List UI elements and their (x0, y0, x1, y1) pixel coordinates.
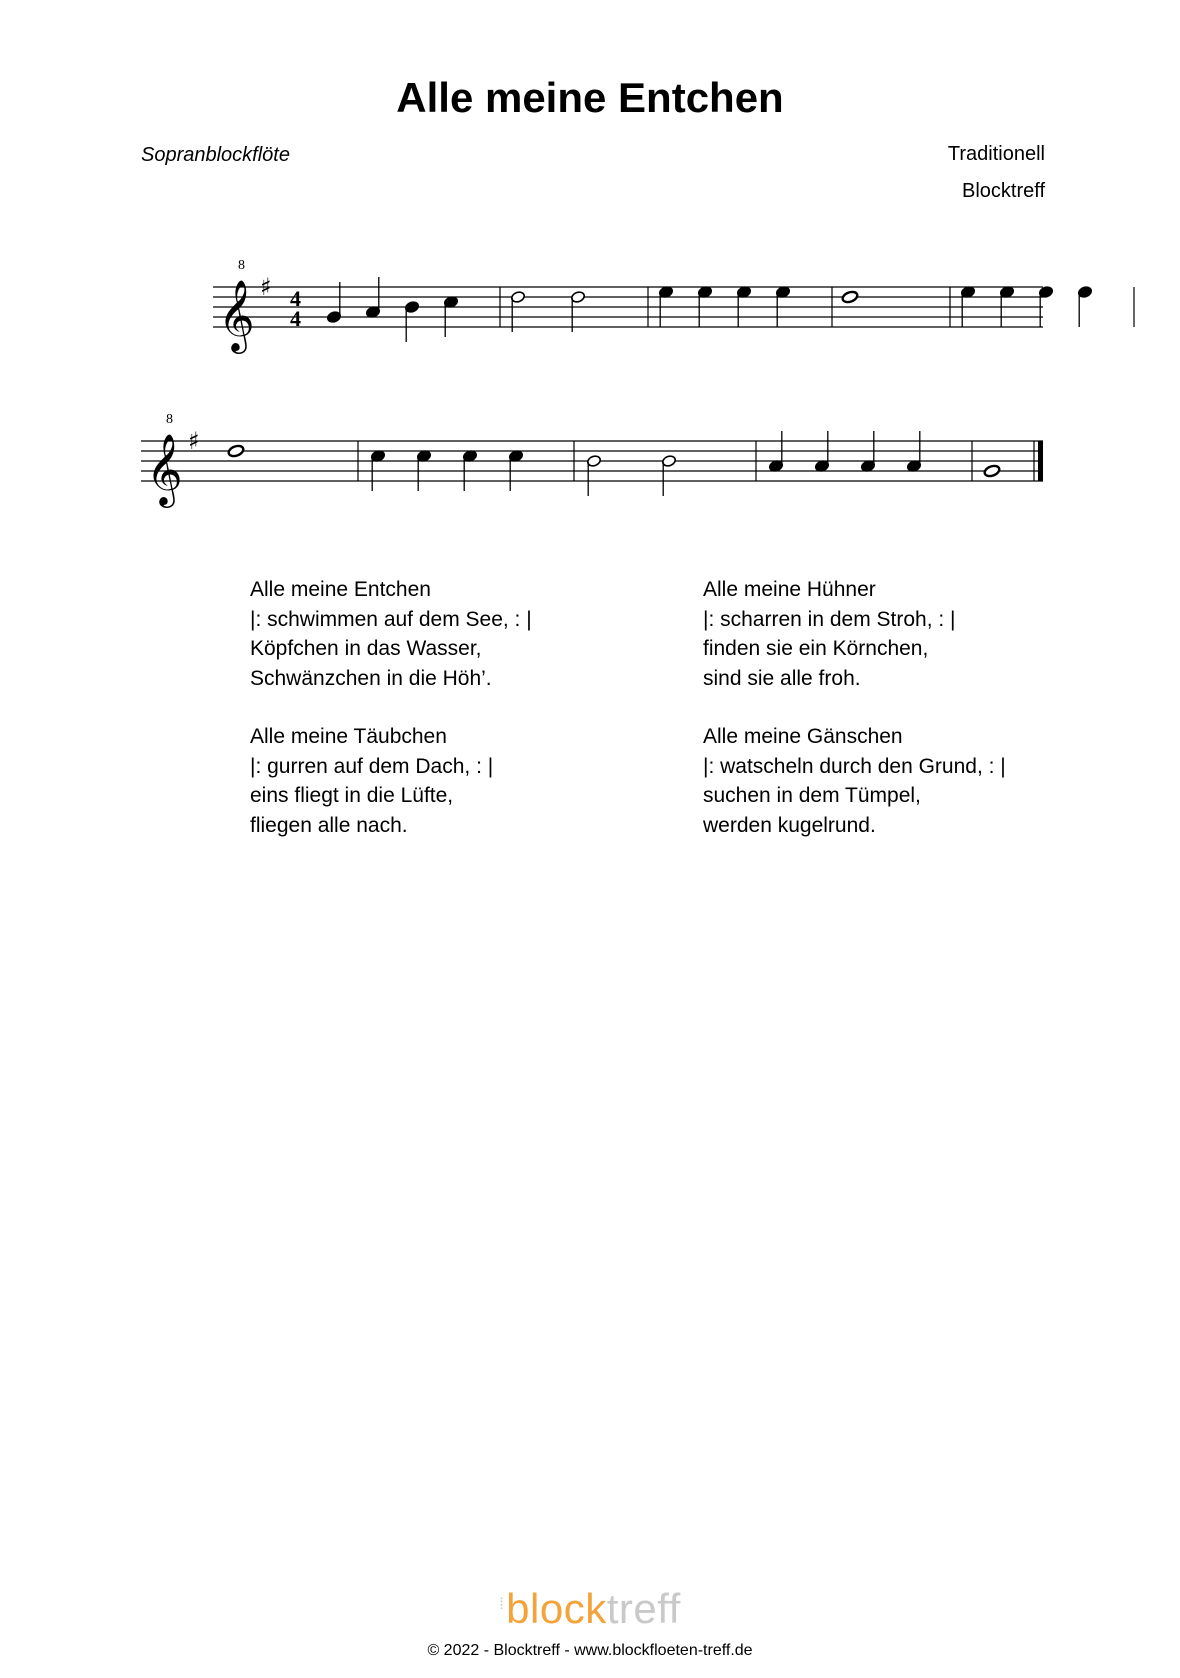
treble-clef-icon: 𝄞 (218, 278, 255, 351)
verse-line: Köpfchen in das Wasser, (250, 637, 482, 660)
treble-clef-icon: 𝄞 (146, 432, 183, 505)
logo-word-treff: treff (606, 1585, 681, 1632)
arranger-label: Blocktreff (962, 180, 1045, 202)
verse-line: Alle meine Gänschen (703, 725, 903, 748)
verse-line: |: watscheln durch den Grund, : | (703, 754, 1006, 778)
blocktreff-logo (0, 1585, 1180, 1633)
song-title: Alle meine Entchen (396, 74, 784, 121)
verse-3 (250, 722, 493, 840)
verse-line: sind sie alle froh. (703, 666, 861, 690)
composer-label: Traditionell (947, 143, 1045, 165)
octave-8-mark: 8 (166, 412, 173, 427)
instrument-label: Sopranblockflöte (141, 144, 290, 166)
whole-note (227, 444, 244, 458)
logo-dots-icon: ⁞ (499, 1596, 505, 1613)
verse-line: werden kugelrund. (703, 813, 876, 837)
sheet-music (0, 0, 1180, 520)
time-signature-top: 4 (290, 286, 301, 311)
key-sharp-icon: ♯ (188, 427, 200, 455)
verse-4 (703, 722, 1006, 840)
key-sharp-icon: ♯ (260, 273, 272, 301)
verse-line: finden sie ein Körnchen, (703, 637, 929, 660)
barline-final (1038, 441, 1043, 481)
verse-1 (250, 575, 532, 693)
verse-line: Alle meine Hühner (703, 578, 876, 601)
verse-line: |: scharren in dem Stroh, : | (703, 607, 956, 631)
time-signature-bottom: 4 (290, 306, 301, 331)
copyright-footer: © 2022 - Blocktreff - www.blockfloeten-treff.de (427, 1642, 753, 1659)
verse-line: fliegen alle nach. (250, 813, 408, 837)
octave-8-mark: 8 (238, 258, 245, 273)
whole-note (983, 464, 1000, 478)
verse-2 (703, 575, 956, 693)
whole-note (841, 290, 858, 304)
verse-line: Alle meine Täubchen (250, 725, 447, 748)
verse-line: Alle meine Entchen (250, 578, 431, 601)
verse-line: Schwänzchen in die Höh’. (250, 666, 492, 690)
verse-line: |: gurren auf dem Dach, : | (250, 754, 494, 778)
logo-word-block: block (506, 1585, 607, 1632)
verse-line: eins fliegt in die Lüfte, (250, 784, 454, 807)
verse-line: |: schwimmen auf dem See, : | (250, 607, 532, 631)
verse-line: suchen in dem Tümpel, (703, 784, 921, 807)
